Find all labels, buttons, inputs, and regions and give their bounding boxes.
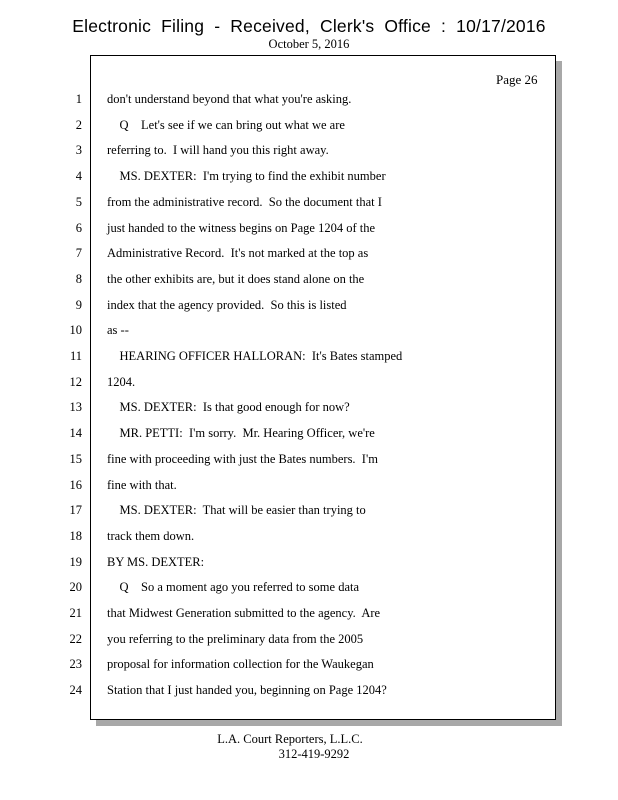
line-text: proposal for information collection for the Waukegan xyxy=(107,657,374,672)
line-text: MS. DEXTER: That will be easier than trying to xyxy=(107,503,366,518)
line-number: 12 xyxy=(69,374,82,389)
transcript-line xyxy=(0,143,618,163)
line-number: 20 xyxy=(69,580,82,595)
filing-stamp: Electronic Filing - Received, Clerk's Office : 10/17/2016 xyxy=(72,16,546,36)
transcript-line xyxy=(0,400,618,420)
transcript-line xyxy=(0,657,618,677)
transcript-line xyxy=(0,349,618,369)
line-number: 4 xyxy=(75,169,82,184)
transcript-line xyxy=(0,555,618,575)
transcript-line xyxy=(0,375,618,395)
transcript-line xyxy=(0,246,618,266)
transcript-line xyxy=(0,426,618,446)
transcript-line xyxy=(0,169,618,189)
line-text: 1204. xyxy=(107,374,136,389)
line-number: 15 xyxy=(69,451,82,466)
line-number: 6 xyxy=(75,220,82,235)
line-text: MS. DEXTER: I'm trying to find the exhibit number xyxy=(107,169,386,184)
transcript-line xyxy=(0,272,618,292)
line-number: 10 xyxy=(69,323,82,338)
line-number: 2 xyxy=(75,117,82,132)
transcript-line xyxy=(0,478,618,498)
transcript-line xyxy=(0,195,618,215)
line-number: 22 xyxy=(69,631,82,646)
transcript-line xyxy=(0,221,618,241)
line-text: Q Let's see if we can bring out what we are xyxy=(107,117,345,132)
page-number: Page 26 xyxy=(496,72,538,87)
transcript-line xyxy=(0,606,618,626)
line-text: HEARING OFFICER HALLORAN: It's Bates stamped xyxy=(107,349,403,363)
line-text: BY MS. DEXTER: xyxy=(107,554,205,569)
line-text: the other exhibits are, but it does stand alone on the xyxy=(107,271,365,286)
line-text: index that the agency provided. So this is listed xyxy=(107,297,347,312)
line-text: MR. PETTI: I'm sorry. Mr. Hearing Officer, we're xyxy=(107,426,375,441)
transcript-line xyxy=(0,683,618,703)
line-number: 8 xyxy=(75,271,82,286)
line-text: MS. DEXTER: Is that good enough for now? xyxy=(107,400,350,415)
line-number: 19 xyxy=(69,554,82,569)
line-number: 7 xyxy=(75,246,82,261)
line-text: Q So a moment ago you referred to some data xyxy=(107,580,360,595)
line-text: track them down. xyxy=(107,528,195,543)
line-number: 1 xyxy=(75,92,82,106)
line-number: 18 xyxy=(69,528,82,543)
line-number: 23 xyxy=(69,657,82,672)
line-text: referring to. I will hand you this right away. xyxy=(107,143,329,158)
transcript-line xyxy=(0,529,618,549)
transcript-line xyxy=(0,323,618,343)
line-text: just handed to the witness begins on Page 1204 of the xyxy=(107,220,376,235)
line-number: 9 xyxy=(75,297,82,312)
line-text: don't understand beyond that what you're asking. xyxy=(107,92,352,106)
line-text: as -- xyxy=(107,323,129,338)
line-number: 11 xyxy=(69,349,82,363)
line-number: 16 xyxy=(69,477,82,492)
line-number: 3 xyxy=(75,143,82,158)
transcript-line xyxy=(0,118,618,138)
reporter-company: L.A. Court Reporters, L.L.C. xyxy=(217,732,363,746)
line-number: 21 xyxy=(69,606,82,620)
line-number: 13 xyxy=(69,400,82,415)
line-number: 17 xyxy=(69,503,82,518)
line-number: 5 xyxy=(75,194,82,209)
reporter-phone: 312-419-9292 xyxy=(278,747,350,761)
line-number: 14 xyxy=(69,426,82,441)
line-text: fine with that. xyxy=(107,477,177,492)
transcript-line xyxy=(0,92,618,112)
line-text: from the administrative record. So the document that I xyxy=(107,194,382,209)
transcript-line xyxy=(0,503,618,523)
transcript-line xyxy=(0,298,618,318)
line-text: Administrative Record. It's not marked at the top as xyxy=(107,246,369,261)
line-text: you referring to the preliminary data from the 2005 xyxy=(107,631,364,646)
line-text: Station that I just handed you, beginning on Page 1204? xyxy=(107,683,387,698)
line-text: fine with proceeding with just the Bates numbers. I'm xyxy=(107,451,378,466)
transcript-line xyxy=(0,632,618,652)
transcript-line xyxy=(0,452,618,472)
line-number: 24 xyxy=(69,683,82,698)
transcript-line xyxy=(0,580,618,600)
deposition-date: October 5, 2016 xyxy=(268,37,350,51)
line-text: that Midwest Generation submitted to the agency. Are xyxy=(107,606,381,620)
